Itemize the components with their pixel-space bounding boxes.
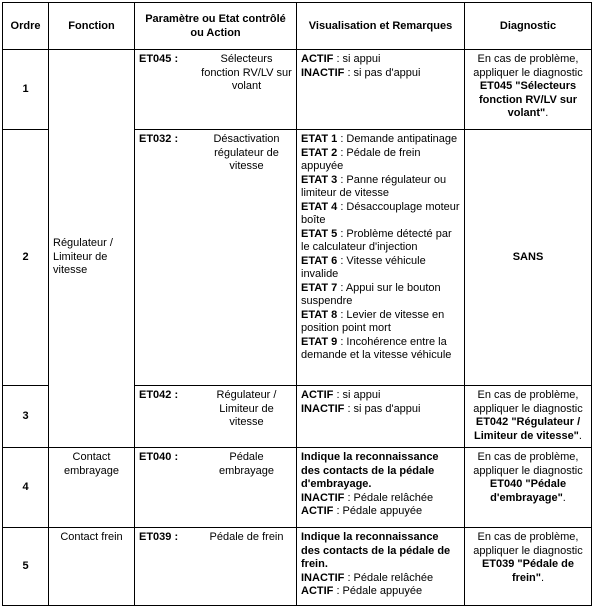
diag-ref: ET040 "Pédale d'embrayage" [489,478,567,504]
row-diagnostic: En cas de problème, appliquer le diagnostic ET045 "Sélecteurs fonction RV/LV sur volant". [465,50,592,130]
row-fonction-empty [49,386,135,448]
table-row [3,448,592,528]
row-ordre: 5 [3,528,49,606]
vis-line: ACTIF : si appui [301,53,381,65]
diag-text: En cas de problème, appliquer le diagnostic [473,53,583,79]
table-row [3,50,592,130]
vis-line: ACTIF : Pédale appuyée [301,505,423,517]
row-visualisation [297,448,465,528]
row-fonction [49,130,135,386]
table-row [3,386,592,448]
diagnostic-table [2,2,592,606]
diag-ref: ET042 "Régulateur / Limiteur de vitesse" [474,416,581,442]
row-ordre: 3 [3,386,49,448]
vis-line: ETAT 2 : Pédale de frein appuyée [301,146,421,172]
param-label: Désactivation régulateur de vitesse [213,133,280,172]
param-label: Pédale embrayage [218,451,275,477]
row-diagnostic: En cas de problème, appliquer le diagnostic ET039 "Pédale de frein". [465,528,592,606]
vis-line: ETAT 3 : Panne régulateur ou limiteur de vitesse [301,173,447,199]
header-ordre: Ordre [3,3,49,50]
row-diagnostic-sans: SANS [465,130,592,386]
header-parametre: Paramètre ou Etat contrôlé ou Action [135,3,297,50]
row-fonction [49,448,135,528]
fonction-label: Contact frein [60,531,123,543]
header-visualisation: Visualisation et Remarques [297,3,465,50]
vis-line: ETAT 1 : Demande antipatinage [301,133,458,145]
vis-line: INACTIF : si pas d'appui [301,402,421,415]
fonction-label: Contact embrayage [63,451,120,477]
vis-line: ETAT 8 : Levier de vitesse en position point mort [301,308,445,334]
row-ordre: 2 [3,130,49,386]
row-diagnostic: En cas de problème, appliquer le diagnostic ET040 "Pédale d'embrayage". [465,448,592,528]
vis-line: ACTIF : Pédale appuyée [301,585,423,597]
param-code: ET032 : [139,133,179,145]
row-fonction-empty [49,50,135,130]
row-visualisation [297,130,465,386]
vis-line: ETAT 7 : Appui sur le bouton suspendre [301,281,441,307]
param-code: ET045 : [139,53,179,65]
vis-line: ETAT 5 : Problème détecté par le calculateur d'injection [301,227,452,253]
row-visualisation [297,50,465,130]
vis-line: INACTIF : Pédale relâchée [301,571,434,584]
param-code: ET040 : [139,451,179,463]
vis-line: ETAT 6 : Vitesse véhicule invalide [301,254,426,280]
fonction-label: Régulateur / Limiteur de vitesse [53,237,113,277]
row-visualisation [297,528,465,606]
row-parametre [135,386,297,448]
header-fonction: Fonction [49,3,135,50]
header-row [3,3,592,50]
row-visualisation [297,386,465,448]
vis-intro: Indique la reconnaissance des contacts de la pédale d'embrayage. [301,451,439,490]
table-row [3,130,592,386]
param-label: Sélecteurs fonction RV/LV sur volant [201,53,292,92]
param-code: ET042 : [139,389,179,401]
diag-text: En cas de problème, appliquer le diagnostic [473,451,583,477]
row-ordre: 1 [3,50,49,130]
vis-line: ACTIF : si appui [301,389,381,401]
diag-text: En cas de problème, appliquer le diagnostic [473,389,583,415]
row-diagnostic: En cas de problème, appliquer le diagnostic ET042 "Régulateur / Limiteur de vitesse". [465,386,592,448]
row-ordre: 4 [3,448,49,528]
vis-line: ETAT 9 : Incohérence entre la demande et la vitesse véhicule [301,335,452,361]
row-fonction [49,528,135,606]
row-parametre [135,130,297,386]
diag-ref: ET039 "Pédale de frein" [481,558,575,584]
vis-line: INACTIF : si pas d'appui [301,66,421,79]
param-label: Régulateur / Limiteur de vitesse [216,389,277,428]
table-row [3,528,592,606]
diag-ref: ET045 "Sélecteurs fonction RV/LV sur volant" [479,80,577,119]
row-parametre [135,528,297,606]
param-label: Pédale de frein [209,531,284,543]
vis-line: INACTIF : Pédale relâchée [301,491,434,504]
param-code: ET039 : [139,531,179,543]
vis-intro: Indique la reconnaissance des contacts de la pédale de frein. [301,531,451,570]
row-parametre [135,50,297,130]
row-parametre [135,448,297,528]
vis-line: ETAT 4 : Désaccouplage moteur boîte [301,200,460,226]
header-diagnostic: Diagnostic [465,3,592,50]
diag-text: En cas de problème, appliquer le diagnostic [473,531,583,557]
